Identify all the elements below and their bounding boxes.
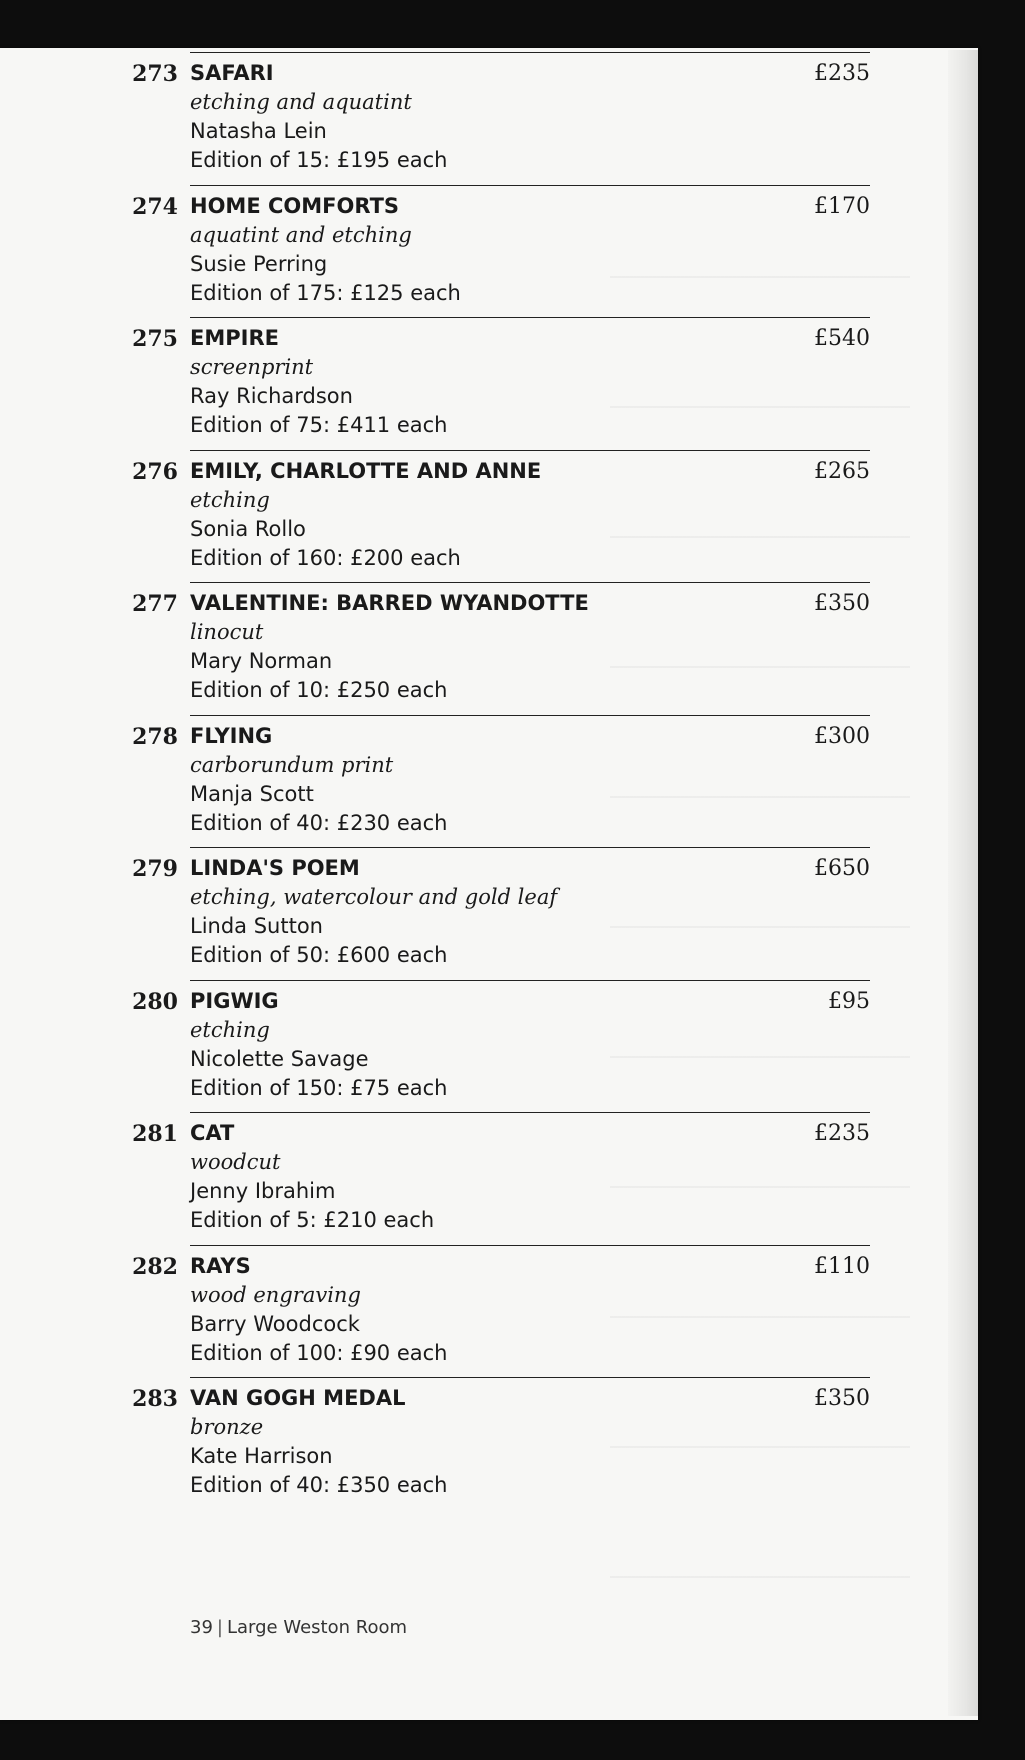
lot-title: LINDA'S POEM: [190, 856, 360, 880]
lot-medium: wood engraving: [190, 1282, 361, 1307]
lot-edition: Edition of 175: £125 each: [190, 280, 461, 305]
lot-medium: screenprint: [190, 355, 314, 379]
lot-edition: Edition of 40: £230 each: [190, 810, 448, 835]
lot-title: VAN GOGH MEDAL: [190, 1386, 406, 1410]
lot-entry: [132, 715, 870, 848]
lot-title: EMILY, CHARLOTTE AND ANNE: [190, 458, 542, 483]
lot-edition: Edition of 100: £90 each: [190, 1340, 448, 1365]
lot-edition: Edition of 75: £411 each: [190, 413, 448, 437]
lot-title: PIGWIG: [190, 988, 279, 1013]
lot-edition: Edition of 5: £210 each: [190, 1208, 435, 1232]
lot-medium: bronze: [190, 1415, 264, 1439]
lot-medium: etching: [190, 487, 270, 512]
lot-medium: aquatint and etching: [190, 222, 412, 247]
lot-price: £95: [828, 988, 870, 1014]
lot-number: 277: [132, 591, 178, 617]
lot-number: 276: [132, 458, 178, 485]
page-footer: [190, 1617, 407, 1638]
lot-edition: Edition of 40: £350 each: [190, 1473, 448, 1497]
lot-artist: Jenny Ibrahim: [190, 1179, 336, 1203]
lot-edition: Edition of 50: £600 each: [190, 943, 448, 967]
lot-medium: carborundum print: [190, 752, 394, 777]
lot-number: 279: [132, 856, 178, 882]
lot-artist: Mary Norman: [190, 649, 333, 673]
lot-medium: etching and aquatint: [190, 90, 412, 114]
lot-medium: linocut: [190, 620, 264, 644]
lot-entry: [132, 1112, 870, 1245]
lot-entry: [132, 980, 870, 1113]
lot-price: £110: [814, 1253, 870, 1279]
lot-title: HOME COMFORTS: [190, 193, 400, 218]
lot-entry: [132, 317, 870, 450]
lot-artist: Natasha Lein: [190, 119, 327, 143]
lot-entry: [132, 450, 870, 583]
lot-entry: [132, 52, 870, 185]
lot-entry: [132, 847, 870, 980]
lot-artist: Susie Perring: [190, 251, 328, 276]
lot-artist: Sonia Rollo: [190, 516, 306, 541]
lot-price: £650: [814, 856, 870, 881]
lot-artist: Nicolette Savage: [190, 1046, 369, 1071]
lot-artist: Kate Harrison: [190, 1444, 333, 1468]
lot-price: £350: [814, 591, 870, 616]
footer-separator: |: [216, 1617, 223, 1638]
lot-medium: woodcut: [190, 1150, 281, 1174]
lot-number: 275: [132, 326, 178, 352]
lot-artist: Barry Woodcock: [190, 1311, 360, 1336]
lot-number: 282: [132, 1253, 178, 1280]
lot-number: 278: [132, 723, 178, 750]
lot-title: VALENTINE: BARRED WYANDOTTE: [190, 591, 589, 615]
lot-title: CAT: [190, 1121, 235, 1145]
lot-entry: [132, 1377, 870, 1510]
lot-medium: etching: [190, 1017, 270, 1042]
lot-title: FLYING: [190, 723, 273, 748]
lot-price: £235: [814, 1121, 870, 1146]
lot-number: 283: [132, 1386, 178, 1412]
lot-edition: Edition of 160: £200 each: [190, 545, 461, 570]
lot-entry: [132, 582, 870, 715]
lot-title: EMPIRE: [190, 326, 279, 350]
lot-title: SAFARI: [190, 61, 274, 85]
lot-number: 274: [132, 193, 178, 220]
lot-number: 281: [132, 1121, 178, 1147]
lot-list: [120, 52, 870, 1510]
lot-price: £265: [814, 458, 870, 484]
lot-entry: [132, 1245, 870, 1378]
lot-price: £300: [814, 723, 870, 749]
lot-artist: Manja Scott: [190, 781, 314, 806]
lot-price: £170: [814, 193, 870, 219]
page-edge: [948, 50, 978, 1716]
lot-price: £235: [814, 61, 870, 86]
lot-medium: etching, watercolour and gold leaf: [190, 885, 558, 909]
lot-entry: [132, 185, 870, 318]
lot-number: 273: [132, 61, 178, 87]
lot-number: 280: [132, 988, 178, 1015]
lot-edition: Edition of 10: £250 each: [190, 678, 448, 702]
lot-artist: Ray Richardson: [190, 384, 353, 408]
lot-price: £350: [814, 1386, 870, 1411]
lot-artist: Linda Sutton: [190, 914, 323, 938]
lot-price: £540: [814, 326, 870, 351]
lot-title: RAYS: [190, 1253, 251, 1278]
lot-edition: Edition of 150: £75 each: [190, 1075, 448, 1100]
page-number: 39: [190, 1617, 213, 1638]
room-name: Large Weston Room: [226, 1617, 408, 1638]
lot-edition: Edition of 15: £195 each: [190, 148, 448, 172]
